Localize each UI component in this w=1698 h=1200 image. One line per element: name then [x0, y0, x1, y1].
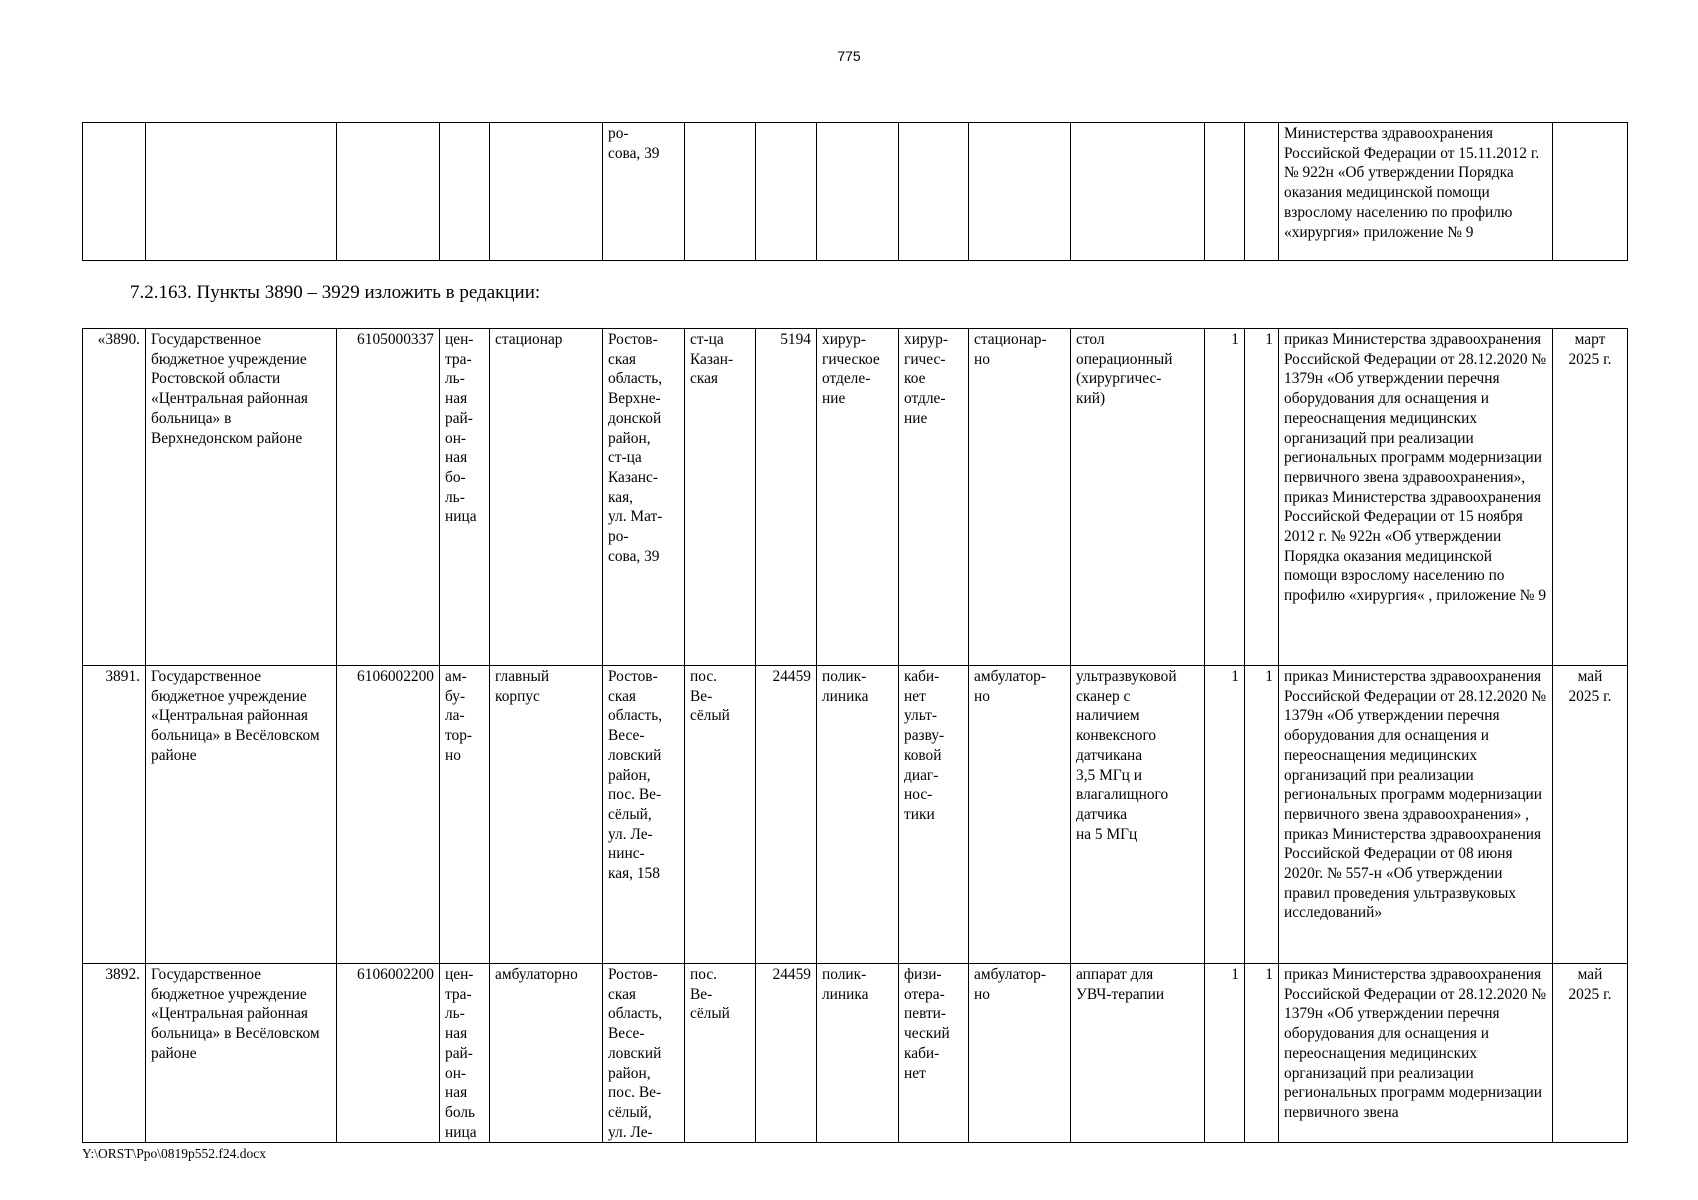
table-row — [83, 666, 1628, 964]
basis-cell: Министерства здравоохранения Российской Федерации от 15.11.2012 г. № 922н «Об утверждении Порядка оказания медицинской помощи взрослому населению по профилю «хирургия» приложение № 9 — [1279, 123, 1553, 261]
quantity-cell: 1 — [1245, 329, 1279, 666]
institution-name: Государственное бюджетное учреждение Ростовской области «Центральная районная больница» в Верхнедонском районе — [146, 329, 337, 666]
continuation-row — [83, 123, 1628, 261]
row-number: «3890. — [83, 329, 146, 666]
institution-type: цен- тра- ль- ная рай- он- ная бо- ль- ница — [440, 329, 490, 666]
institution-type: ам- бу- ла- тор- но — [440, 666, 490, 964]
table-row — [83, 964, 1628, 1143]
quantity-cell: 1 — [1205, 329, 1245, 666]
care-form-cell: амбулатор- но — [969, 964, 1071, 1143]
capacity-cell: 24459 — [756, 964, 817, 1143]
section-heading: 7.2.163. Пункты 3890 – 3929 изложить в редакции: — [130, 282, 541, 303]
address-cell: Ростов- ская область, Весе- ловский район, пос. Ве- сёлый, ул. Ле- — [603, 964, 685, 1143]
inn-code: 6106002200 — [337, 964, 440, 1143]
address-cell: Ростов- ская область, Верхне- донской район, ст-ца Казанс- кая, ул. Мат- ро- сова, 39 — [603, 329, 685, 666]
unit-cell: физи- отера- певти- ческий каби- нет — [899, 964, 969, 1143]
quantity-cell: 1 — [1205, 964, 1245, 1143]
date-cell: май 2025 г. — [1553, 666, 1628, 964]
building-name: амбулаторно — [490, 964, 603, 1143]
date-cell: май 2025 г. — [1553, 964, 1628, 1143]
basis-cell: приказ Министерства здравоохранения Российской Федерации от 28.12.2020 № 1379н «Об утверждении перечня оборудования для оснащения и переоснащения медицинских организаций при реализации региональных программ модернизации первичного звена здравоохранения», приказ Министерства здравоохранения Российской Федерации от 15 ноября 2012 г. № 922н «Об утверждении Порядка оказания медицинской помощи взрослому населению по профилю «хирургия« , приложение № 9 — [1279, 329, 1553, 666]
care-form-cell: стационар- но — [969, 329, 1071, 666]
locality-cell: пос. Ве- сёлый — [685, 964, 756, 1143]
basis-cell: приказ Министерства здравоохранения Российской Федерации от 28.12.2020 № 1379н «Об утверждении перечня оборудования для оснащения и переоснащения медицинских организаций при реализации региональных программ модернизации первичного звена здравоохранения» , приказ Министерства здравоохранения Российской Федерации от 08 июня 2020г. № 557-н «Об утверждении правил проведения ультразвуковых исследований» — [1279, 666, 1553, 964]
equipment-cell: ультразвуковой сканер с наличием конвексного датчикана 3,5 МГц и влагалищного датчика на 5 МГц — [1071, 666, 1205, 964]
unit-cell: хирур- гичес- кое отдле- ние — [899, 329, 969, 666]
table-row — [83, 329, 1628, 666]
unit-cell: каби- нет ульт- разву- ковой диаг- нос- тики — [899, 666, 969, 964]
address-cell: ро- сова, 39 — [603, 123, 685, 261]
department-cell: полик- линика — [817, 666, 899, 964]
institution-name: Государственное бюджетное учреждение «Центральная районная больница» в Весёловском районе — [146, 666, 337, 964]
quantity-cell: 1 — [1245, 666, 1279, 964]
department-cell: полик- линика — [817, 964, 899, 1143]
locality-cell: ст-ца Казан- ская — [685, 329, 756, 666]
building-name: стационар — [490, 329, 603, 666]
row-number: 3891. — [83, 666, 146, 964]
equipment-table — [82, 328, 1628, 1143]
capacity-cell: 24459 — [756, 666, 817, 964]
equipment-cell: стол операционный (хирургичес- кий) — [1071, 329, 1205, 666]
capacity-cell: 5194 — [756, 329, 817, 666]
care-form-cell: амбулатор- но — [969, 666, 1071, 964]
inn-code: 6106002200 — [337, 666, 440, 964]
quantity-cell: 1 — [1245, 964, 1279, 1143]
page-number: 775 — [837, 48, 861, 64]
basis-cell: приказ Министерства здравоохранения Российской Федерации от 28.12.2020 № 1379н «Об утверждении перечня оборудования для оснащения и переоснащения медицинских организаций при реализации региональных программ модернизации первичного звена — [1279, 964, 1553, 1143]
department-cell: хирур- гическое отделе- ние — [817, 329, 899, 666]
institution-type: цен- тра- ль- ная рай- он- ная боль ница — [440, 964, 490, 1143]
row-number: 3892. — [83, 964, 146, 1143]
institution-name: Государственное бюджетное учреждение «Центральная районная больница» в Весёловском районе — [146, 964, 337, 1143]
footer-file-path: Y:\ORST\Ppo\0819p552.f24.docx — [82, 1146, 267, 1161]
building-name: главный корпус — [490, 666, 603, 964]
locality-cell: пос. Ве- сёлый — [685, 666, 756, 964]
date-cell: март 2025 г. — [1553, 329, 1628, 666]
equipment-cell: аппарат для УВЧ-терапии — [1071, 964, 1205, 1143]
inn-code: 6105000337 — [337, 329, 440, 666]
quantity-cell: 1 — [1205, 666, 1245, 964]
continuation-table — [82, 122, 1628, 261]
address-cell: Ростов- ская область, Весе- ловский район, пос. Ве- сёлый, ул. Ле- нинс- кая, 158 — [603, 666, 685, 964]
